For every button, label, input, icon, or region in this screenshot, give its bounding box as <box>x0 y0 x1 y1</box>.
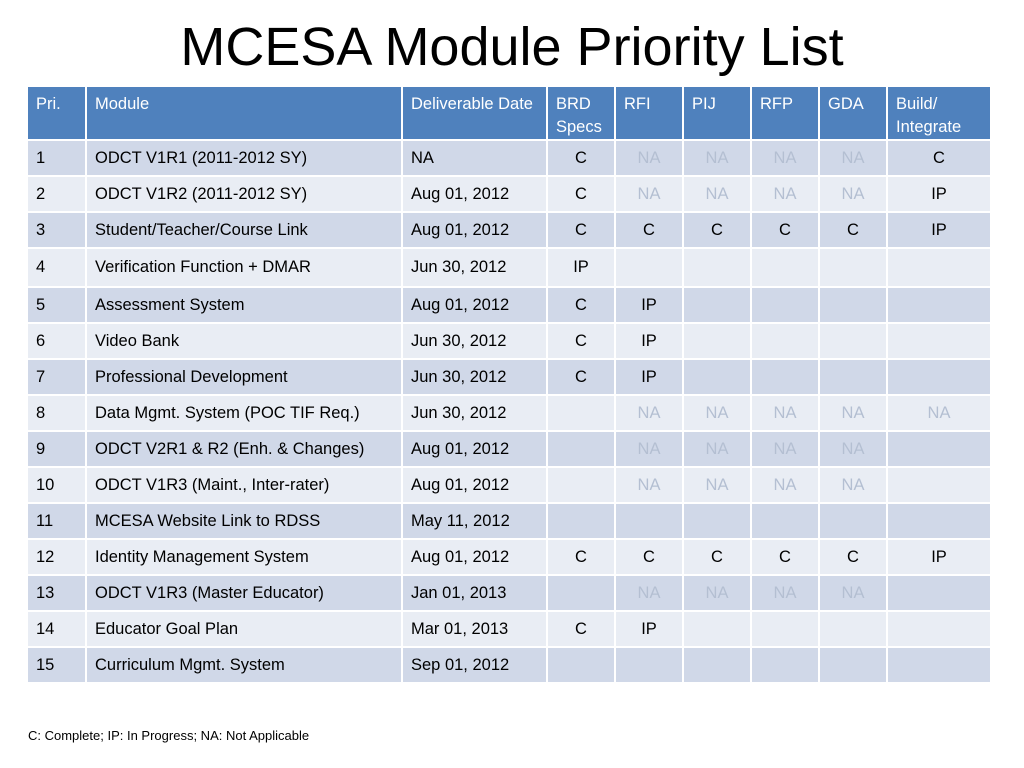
cell-deliverable-date: Sep 01, 2012 <box>402 647 547 683</box>
cell-gda <box>819 647 887 683</box>
cell-pij: NA <box>683 575 751 611</box>
cell-module: ODCT V1R3 (Maint., Inter-rater) <box>86 467 402 503</box>
table-row <box>27 359 991 395</box>
header-deliverable-date: Deliverable Date <box>402 86 547 140</box>
cell-deliverable-date: Jun 30, 2012 <box>402 323 547 359</box>
cell-build-integrate: IP <box>887 539 991 575</box>
cell-rfi: C <box>615 539 683 575</box>
cell-rfi: NA <box>615 395 683 431</box>
cell-module: Data Mgmt. System (POC TIF Req.) <box>86 395 402 431</box>
cell-rfi: IP <box>615 323 683 359</box>
table-row <box>27 395 991 431</box>
cell-gda: NA <box>819 395 887 431</box>
cell-brd-specs <box>547 431 615 467</box>
cell-pij: C <box>683 212 751 248</box>
cell-priority: 15 <box>27 647 86 683</box>
cell-priority: 13 <box>27 575 86 611</box>
cell-pij <box>683 647 751 683</box>
cell-gda <box>819 611 887 647</box>
cell-priority: 7 <box>27 359 86 395</box>
cell-module: ODCT V1R1 (2011-2012 SY) <box>86 140 402 176</box>
cell-priority: 4 <box>27 248 86 287</box>
cell-rfp: NA <box>751 575 819 611</box>
cell-deliverable-date: Jun 30, 2012 <box>402 359 547 395</box>
cell-gda: NA <box>819 140 887 176</box>
cell-rfp: NA <box>751 176 819 212</box>
header-rfp: RFP <box>751 86 819 140</box>
cell-module: MCESA Website Link to RDSS <box>86 503 402 539</box>
cell-rfi: NA <box>615 575 683 611</box>
cell-gda: C <box>819 212 887 248</box>
table-row <box>27 248 991 287</box>
cell-rfi: C <box>615 212 683 248</box>
table-row <box>27 287 991 323</box>
cell-rfp: NA <box>751 431 819 467</box>
cell-rfp <box>751 248 819 287</box>
cell-brd-specs: C <box>547 611 615 647</box>
cell-gda: NA <box>819 176 887 212</box>
cell-build-integrate <box>887 647 991 683</box>
table-row <box>27 140 991 176</box>
cell-gda: C <box>819 539 887 575</box>
table-row <box>27 647 991 683</box>
cell-brd-specs <box>547 503 615 539</box>
cell-build-integrate <box>887 467 991 503</box>
cell-brd-specs <box>547 467 615 503</box>
cell-rfi: NA <box>615 140 683 176</box>
cell-rfi: NA <box>615 431 683 467</box>
cell-priority: 11 <box>27 503 86 539</box>
cell-module: Video Bank <box>86 323 402 359</box>
cell-brd-specs: C <box>547 539 615 575</box>
cell-rfp: NA <box>751 467 819 503</box>
cell-rfi: IP <box>615 287 683 323</box>
cell-deliverable-date: Mar 01, 2013 <box>402 611 547 647</box>
table-row <box>27 212 991 248</box>
header-gda: GDA <box>819 86 887 140</box>
cell-build-integrate <box>887 611 991 647</box>
cell-module: Curriculum Mgmt. System <box>86 647 402 683</box>
cell-pij <box>683 503 751 539</box>
cell-deliverable-date: Aug 01, 2012 <box>402 539 547 575</box>
cell-module: Educator Goal Plan <box>86 611 402 647</box>
cell-priority: 10 <box>27 467 86 503</box>
cell-brd-specs <box>547 575 615 611</box>
cell-build-integrate <box>887 359 991 395</box>
cell-pij <box>683 287 751 323</box>
cell-module: ODCT V1R2 (2011-2012 SY) <box>86 176 402 212</box>
cell-build-integrate: IP <box>887 212 991 248</box>
cell-deliverable-date: Aug 01, 2012 <box>402 431 547 467</box>
cell-build-integrate: C <box>887 140 991 176</box>
cell-brd-specs <box>547 647 615 683</box>
cell-deliverable-date: Aug 01, 2012 <box>402 176 547 212</box>
cell-rfp: C <box>751 539 819 575</box>
cell-priority: 3 <box>27 212 86 248</box>
cell-priority: 9 <box>27 431 86 467</box>
cell-pij: C <box>683 539 751 575</box>
table-row <box>27 611 991 647</box>
cell-rfp: C <box>751 212 819 248</box>
cell-module: Verification Function + DMAR <box>86 248 402 287</box>
cell-gda <box>819 503 887 539</box>
cell-rfp: NA <box>751 395 819 431</box>
cell-gda <box>819 359 887 395</box>
cell-deliverable-date: Jun 30, 2012 <box>402 395 547 431</box>
cell-module: Student/Teacher/Course Link <box>86 212 402 248</box>
cell-priority: 1 <box>27 140 86 176</box>
cell-pij: NA <box>683 395 751 431</box>
cell-pij: NA <box>683 176 751 212</box>
cell-deliverable-date: Aug 01, 2012 <box>402 467 547 503</box>
cell-pij: NA <box>683 431 751 467</box>
cell-gda: NA <box>819 467 887 503</box>
cell-module: ODCT V1R3 (Master Educator) <box>86 575 402 611</box>
cell-brd-specs: C <box>547 212 615 248</box>
cell-priority: 8 <box>27 395 86 431</box>
cell-build-integrate <box>887 323 991 359</box>
cell-brd-specs: C <box>547 359 615 395</box>
cell-gda <box>819 323 887 359</box>
cell-rfp <box>751 359 819 395</box>
header-priority: Pri. <box>27 86 86 140</box>
cell-pij <box>683 323 751 359</box>
page-title: MCESA Module Priority List <box>180 17 844 77</box>
table-row <box>27 575 991 611</box>
table-row <box>27 467 991 503</box>
cell-module: Identity Management System <box>86 539 402 575</box>
header-module: Module <box>86 86 402 140</box>
cell-rfi <box>615 647 683 683</box>
cell-rfp: NA <box>751 140 819 176</box>
cell-brd-specs: C <box>547 323 615 359</box>
cell-brd-specs: C <box>547 176 615 212</box>
cell-brd-specs <box>547 395 615 431</box>
cell-gda <box>819 287 887 323</box>
cell-rfp <box>751 323 819 359</box>
cell-pij: NA <box>683 140 751 176</box>
cell-deliverable-date: Aug 01, 2012 <box>402 287 547 323</box>
cell-deliverable-date: Jan 01, 2013 <box>402 575 547 611</box>
cell-rfi <box>615 248 683 287</box>
cell-rfp <box>751 611 819 647</box>
cell-deliverable-date: Jun 30, 2012 <box>402 248 547 287</box>
cell-build-integrate <box>887 575 991 611</box>
cell-deliverable-date: May 11, 2012 <box>402 503 547 539</box>
cell-module: Assessment System <box>86 287 402 323</box>
cell-deliverable-date: NA <box>402 140 547 176</box>
cell-pij: NA <box>683 467 751 503</box>
cell-rfi: NA <box>615 176 683 212</box>
cell-priority: 14 <box>27 611 86 647</box>
header-build-integrate: Build/ Integrate <box>887 86 991 140</box>
cell-module: ODCT V2R1 & R2 (Enh. & Changes) <box>86 431 402 467</box>
cell-priority: 12 <box>27 539 86 575</box>
header-brd-specs: BRD Specs <box>547 86 615 140</box>
cell-rfi: NA <box>615 467 683 503</box>
cell-rfp <box>751 503 819 539</box>
cell-rfi: IP <box>615 611 683 647</box>
cell-pij <box>683 248 751 287</box>
cell-build-integrate: NA <box>887 395 991 431</box>
table-row <box>27 176 991 212</box>
cell-module: Professional Development <box>86 359 402 395</box>
cell-pij <box>683 359 751 395</box>
cell-rfp <box>751 287 819 323</box>
cell-build-integrate <box>887 248 991 287</box>
cell-priority: 6 <box>27 323 86 359</box>
cell-gda <box>819 248 887 287</box>
cell-pij <box>683 611 751 647</box>
cell-build-integrate: IP <box>887 176 991 212</box>
table-header-row <box>27 86 991 140</box>
cell-brd-specs: C <box>547 287 615 323</box>
header-rfi: RFI <box>615 86 683 140</box>
priority-table <box>26 85 992 684</box>
cell-gda: NA <box>819 431 887 467</box>
header-pij: PIJ <box>683 86 751 140</box>
cell-gda: NA <box>819 575 887 611</box>
cell-rfp <box>751 647 819 683</box>
table-row <box>27 323 991 359</box>
cell-rfi: IP <box>615 359 683 395</box>
cell-build-integrate <box>887 287 991 323</box>
cell-deliverable-date: Aug 01, 2012 <box>402 212 547 248</box>
cell-brd-specs: C <box>547 140 615 176</box>
cell-rfi <box>615 503 683 539</box>
status-legend: C: Complete; IP: In Progress; NA: Not Applicable <box>28 728 310 743</box>
cell-build-integrate <box>887 503 991 539</box>
cell-priority: 2 <box>27 176 86 212</box>
table-row <box>27 503 991 539</box>
table-row <box>27 539 991 575</box>
cell-brd-specs: IP <box>547 248 615 287</box>
table-row <box>27 431 991 467</box>
cell-build-integrate <box>887 431 991 467</box>
cell-priority: 5 <box>27 287 86 323</box>
